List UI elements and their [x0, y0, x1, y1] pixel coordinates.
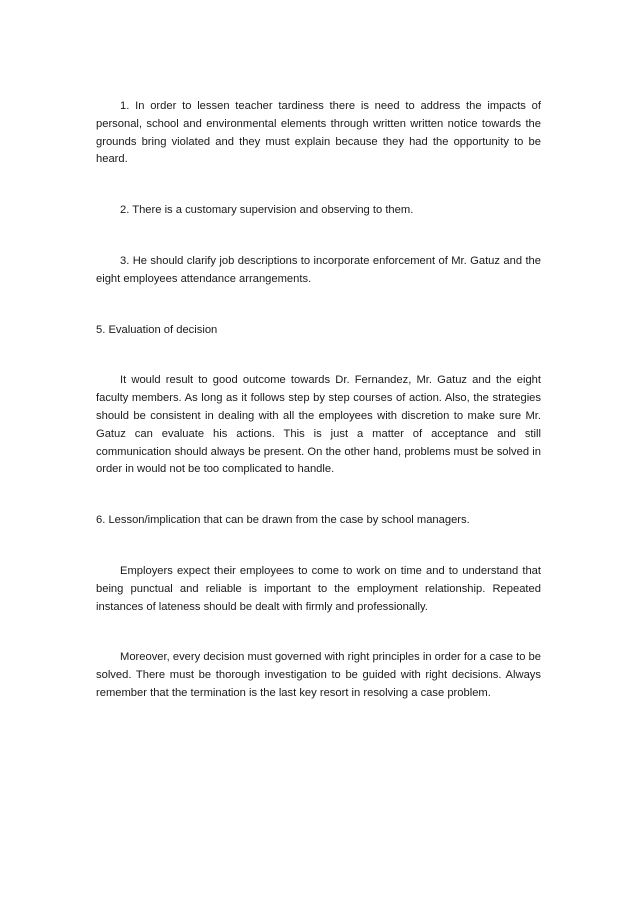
- paragraph-evaluation: It would result to good outcome towards Dr. Fernandez, Mr. Gatuz and the eight faculty members. As long as it follows step by step courses of action. Also, the strategies should be consistent in dealing with all the employees with discretion to make sure Mr. Gatuz can evaluate his actions. This is just a matter of acceptance and still communication should always be present. On the other hand, problems must be solved in order in would not be too complicated to handle.: [96, 374, 541, 476]
- paragraph-item-1: 1. In order to lessen teacher tardiness there is need to address the impacts of personal, school and environmental elements through written written notice towards the grounds bring violated and they must explain because they had the opportunity to be heard.: [96, 100, 541, 166]
- section-heading-evaluation: 5. Evaluation of decision: [96, 323, 218, 336]
- document-body: [96, 98, 541, 703]
- paragraph-item-3: 3. He should clarify job descriptions to incorporate enforcement of Mr. Gatuz and the eight employees attendance arrangements.: [96, 254, 541, 285]
- paragraph-lesson-1: Employers expect their employees to come to work on time and to understand that being punctual and reliable is important to the employment relationship. Repeated instances of lateness should be dealt with firmly and professionally.: [96, 564, 541, 613]
- section-heading-lesson: 6. Lesson/implication that can be drawn from the case by school managers.: [96, 514, 470, 527]
- paragraph-lesson-2: Moreover, every decision must governed with right principles in order for a case to be solved. There must be thorough investigation to be guided with right decisions. Always remember that the termination is the last key resort in resolving a case problem.: [96, 651, 541, 699]
- paragraph-item-2: 2. There is a customary supervision and observing to them.: [120, 204, 414, 217]
